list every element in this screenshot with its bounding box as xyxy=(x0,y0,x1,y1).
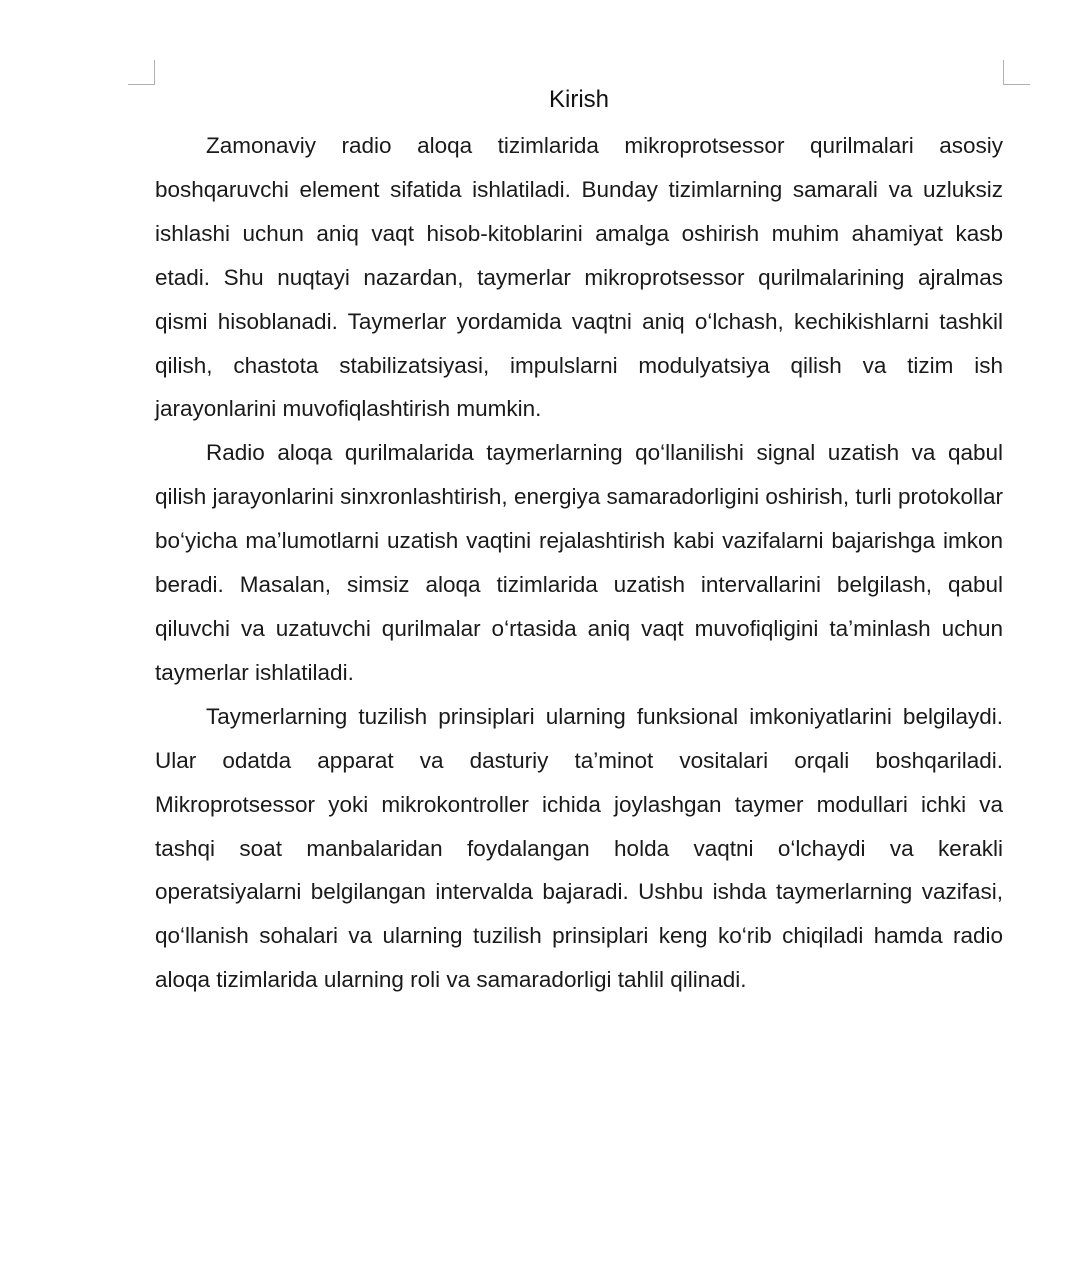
crop-mark-top-left xyxy=(128,60,155,85)
crop-mark-top-right xyxy=(1003,60,1030,85)
paragraph-1: Zamonaviy radio aloqa tizimlarida mikroprotsessor qurilmalari asosiy boshqaruvchi element sifatida ishlatiladi. Bunday tizimlarning samarali va uzluksiz ishlashi uchun aniq vaqt hisob-kitoblarini amalga oshirish muhim ahamiyat kasb etadi. Shu nuqtayi nazardan, taymerlar mikroprotsessor qurilmalarining ajralmas qismi hisoblanadi. Taymerlar yordamida vaqtni aniq o‘lchash, kechikishlarni tashkil qilish, chastota stabilizatsiyasi, impulslarni modulyatsiya qilish va tizim ish jarayonlarini muvofiqlashtirish mumkin. xyxy=(155,133,1003,422)
document-body[interactable] xyxy=(155,82,1003,1002)
paragraph-3: Taymerlarning tuzilish prinsiplari ularning funksional imkoniyatlarini belgilaydi. Ular odatda apparat va dasturiy ta’minot vositalari orqali boshqariladi. Mikroprotsessor yoki mikrokontroller ichida joylashgan taymer modullari ichki va tashqi soat manbalaridan foydalangan holda vaqtni o‘lchaydi va kerakli operatsiyalarni belgilangan intervalda bajaradi. Ushbu ishda taymerlarning vazifasi, qo‘llanish sohalari va ularning tuzilish prinsiplari keng ko‘rib chiqiladi hamda radio aloqa tizimlarida ularning roli va samaradorligi tahlil qilinadi. xyxy=(155,703,1003,993)
document-title: Kirish xyxy=(548,86,609,113)
paragraph-2: Radio aloqa qurilmalarida taymerlarning qo‘llanilishi signal uzatish va qabul qilish jarayonlarini sinxronlashtirish, energiya samaradorligini oshirish, turli protokollar bo‘yicha ma’lumotlarni uzatish vaqtini rejalashtirish kabi vazifalarni bajarishga imkon beradi. Masalan, simsiz aloqa tizimlarida uzatish intervallarini belgilash, qabul qiluvchi va uzatuvchi qurilmalar o‘rtasida aniq vaqt muvofiqligini ta’minlash uchun taymerlar ishlatiladi. xyxy=(155,440,1003,685)
